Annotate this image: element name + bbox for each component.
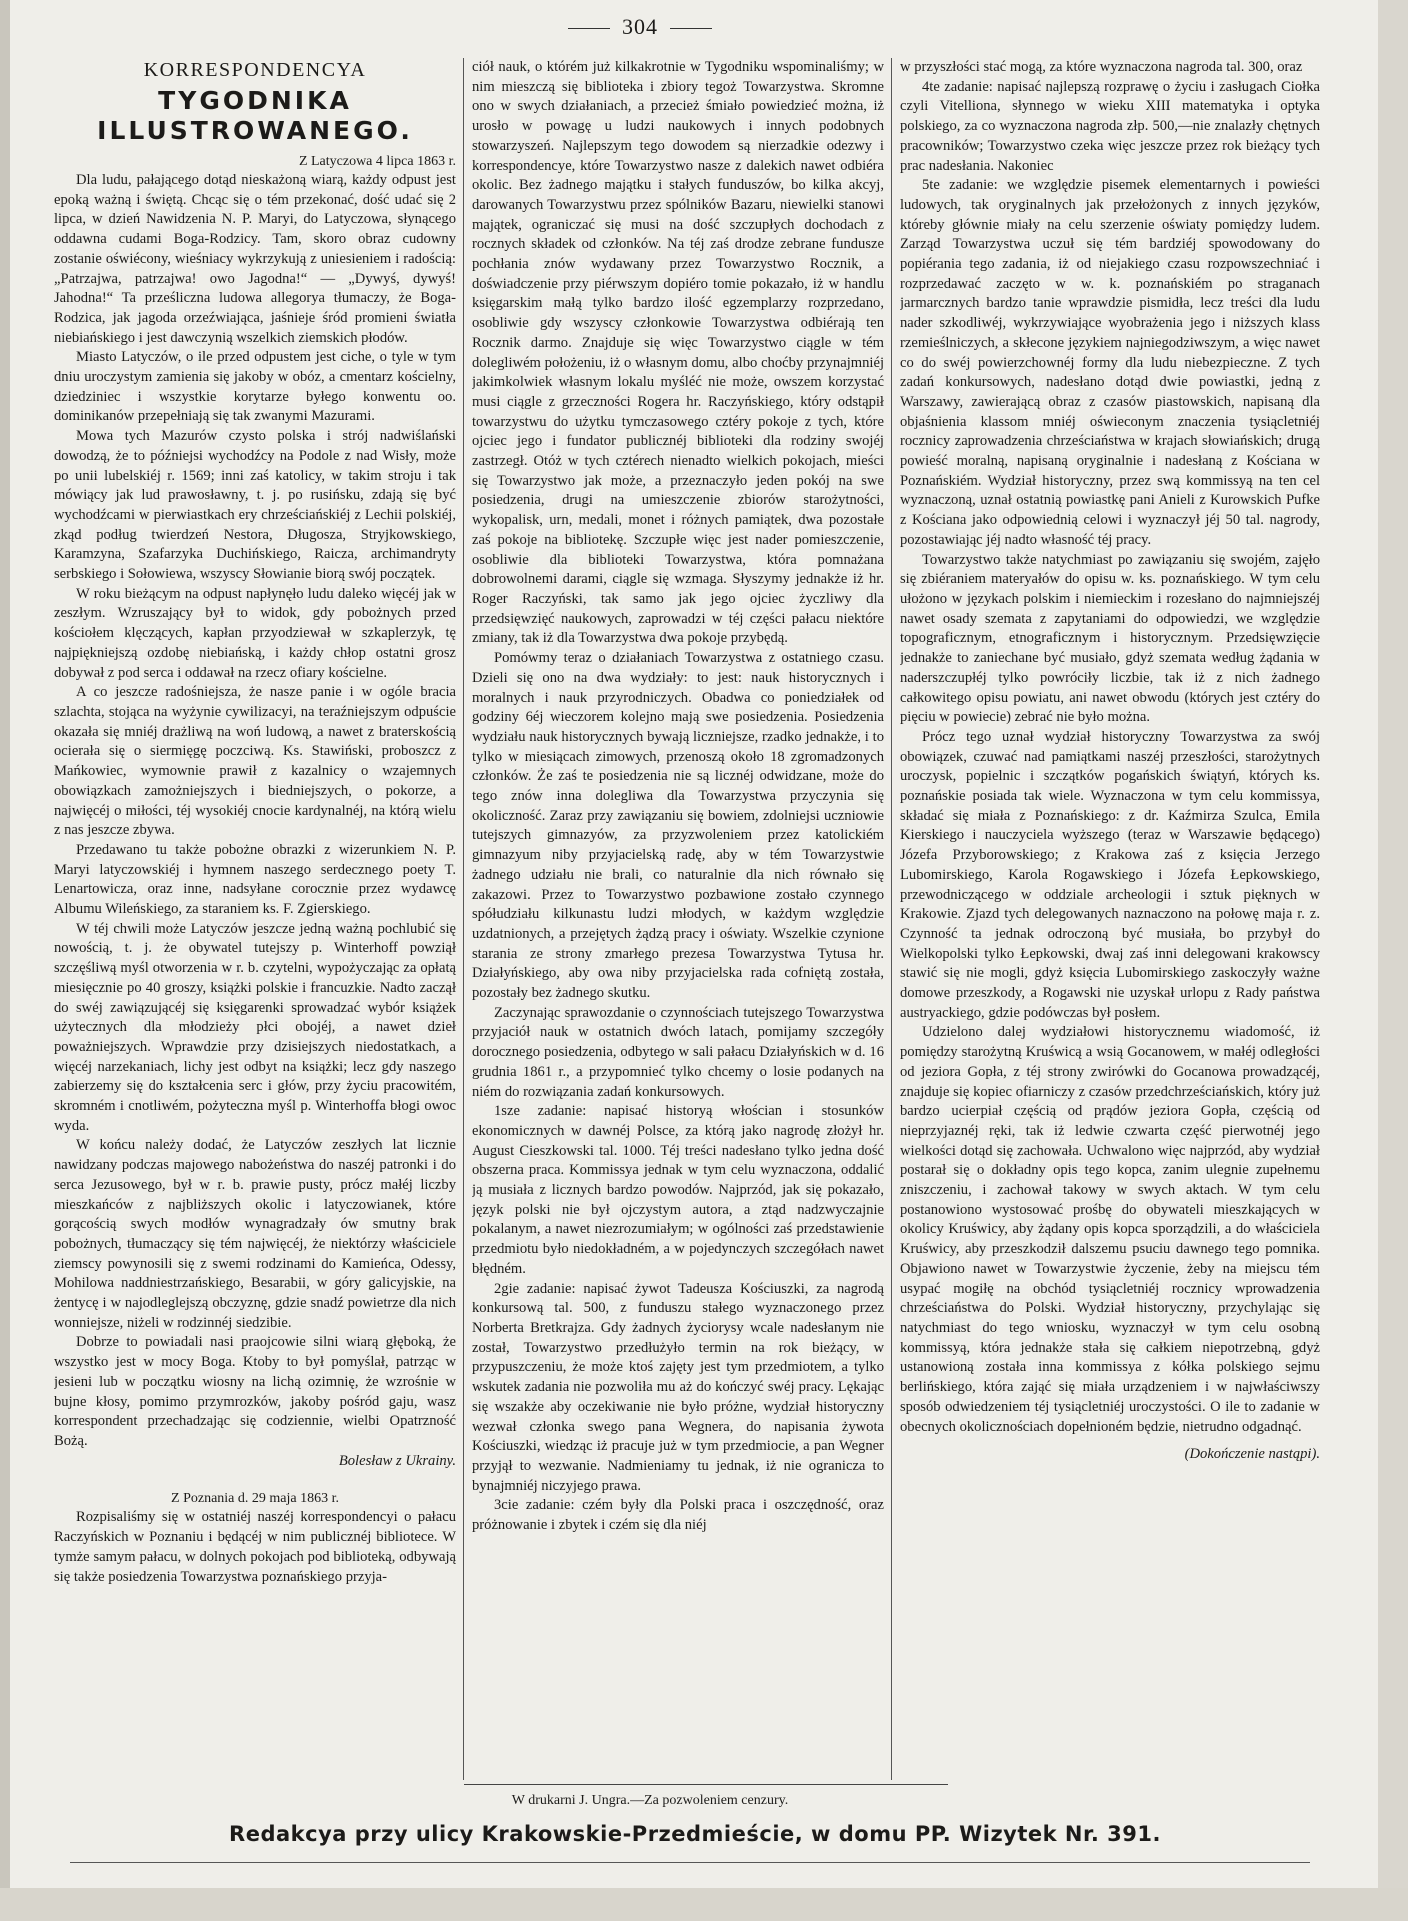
paragraph: 2gie zadanie: napisać żywot Tadeusza Kościuszki, za nagrodą konkursową tal. 500, z funduszu stałego wyznaczonego przez Norberta Bretkrajza. Gdy żadnych życiorysy wcale nadesłanym nie został, Towarzystwo przedłużyło termin na rok bieżący, w przypuszczeniu, że może ktoś zajęty jest tym przedmiotem, a tylko wskutek zadania nie pozwoliła mu aż do kończyć swéj pracy. Lękając się wszakże aby oczekiwanie nie było próżne, wydział historyczny wezwał członka swego pana Wegnera, do napisania żywota Kościuszki, wiedząc iż pracuje już w tym przedmiocie, a pan Wegner przyjął to wezwanie. Nadmieniamy tu jednak, iż nie ogranicza to bynajmniéj niczyjego prawa. (472, 1280, 884, 1494)
paragraph: W roku bieżącym na odpust napłynęło ludu daleko więcéj jak w zeszłym. Wzruszający był to widok, gdy pobożnych przed kościołem klęczących, kapłan przyodziewał w szkaplerzyk, tę najpiękniejszą ozdobę niebiańską, i każdy chłop ostatni grosz dobywał z pod serca i oddawał na rzecz ofiary kościelne. (54, 585, 456, 681)
paragraph: Rozpisaliśmy się w ostatniéj naszéj korrespondencyi o pałacu Raczyńskich w Poznaniu i będącéj w nim publicznéj bibliotece. W tymże samym pałacu, w dolnych pokojach pod biblioteką, odbywają się także posiedzenia Towarzystwa poznańskiego przyja- (54, 1509, 456, 1585)
paragraph: Pomówmy teraz o działaniach Towarzystwa z ostatniego czasu. Dzieli się ono na dwa wydziały: to jest: nauk historycznych i moralnych i nauk przyrodniczych. Obadwa co poniedziałek od godziny 6éj wieczorem kolejno mają swe posiedzenia. Posiedzenia wydziału nauk historycznych bywają liczniejsze, rzadko jednakże, i to tylko w miesiącach zimowych, przenoszą około 18 zgromadzonych członków. Że zaś te posiedzenia nie są licznéj odwidzane, może do tego znów inna dolegliwa dla Towarzystwa przyczynia się okoliczność. Zaraz przy zawiązaniu się bowiem, zdolniejsi uczniowie tutejszych gimnazyów, za przyzwoleniem przez katolickiém gimnazyum niby przyjacielską radę, aby w tém Towarzystwie żadnego udziału nie brali, co naturalnie dla nich równało się zakazowi. Przez to Towarzystwo pozbawione zostało czynnego spółudziału kilkunastu ludzi młodych, w każdym względzie uzdatnionych, a przejętych żądzą pracy i oświaty. Wszelkie czynione starania ze strony zmarłego prezesa Towarzystwa Tytusa hr. Działyńskiego, aby owa niby przyjacielska rada cofniętą została, pozostały bez żadnego skutku. (472, 650, 884, 1002)
paragraph: Zaczynając sprawozdanie o czynnościach tutejszego Towarzystwa przyjaciół nauk w ostatnich dwóch latach, pomijamy szczegóły dorocznego posiedzenia, odbytego w sali pałacu Działyńskich w d. 16 grudnia 1861 r., a przypomnieć tylko chcemy o losie podanych na niém do rozwiązania zadań konkursowych. (472, 1004, 884, 1100)
paragraph: Udzielono dalej wydziałowi historycznemu wiadomość, iż pomiędzy starożytną Kruświcą a wsią Gocanowem, w małéj odległości od jeziora Gopła, z téj strony zwirówki do Gocanowa prowadzącéj, znajduje się kopiec ofiarniczy z czasów przedchrześciańskich, który już bardzo ucierpiał częścią od prądów jeziora Gopła, częścią od nieprzyjaznéj ręki, tak iż ledwie czwarta część pierwotnéj jego wielkości dotąd się zachowała. Uchwalono więc najprzód, aby wydział postarał się o dokładny opis tego kopca, zanim ulegnie zupełnemu zniszczeniu, i zachował takowy w swych aktach. W tym celu postanowiono wystosować prośbę do obywateli mieszkających w okolicy Kruświcy, aby żądany opis kopca sporządzili, a do właściciela Kruświcy, aby przeszkodził dalszemu psuciu dawnego tego pomnika. Objawiono nawet w Towarzystwie życzenie, żeby na miejscu tém usypać mogiłę na obchód tysiącletniéj rocznicy wprowadzenia chrześciaństwa do Polski. Wydział historyczny, przychylając się natychmiast do tego wniosku, wyznaczył w tym celu osobną kommissyą, która jednakże stała się całkiem niepotrzebną, gdyż ustanowioną została inna kommissya z kółka polskiego sejmu berlińskiego, która zająć się miała urządzeniem i w najwłaściwszy sposób odwiedzeniem téj tysiącletniéj uroczystości. O ile to zadanie w obecnych okolicznościach dopełnioném będzie, nietrudno odgadnąć. (900, 1024, 1320, 1435)
section-heading-large: TYGODNIKA ILLUSTROWANEGO. (97, 86, 413, 145)
dateline-latyczow: Z Latyczowa 4 lipca 1863 r. (298, 154, 456, 169)
paragraph: w przyszłości stać mogą, za które wyznaczona nagroda tal. 300, oraz (900, 59, 1303, 75)
page-number: 304 (520, 14, 760, 40)
column-rule-2 (891, 58, 892, 1780)
paragraph: Prócz tego uznał wydział historyczny Towarzystwa za swój obowiązek, czuwać nad pamiątkami naszéj przeszłości, starożytnych uroczysk, popielnic i szczątków pogańskich świątyń, których ks. poznańskie posiada tak wiele. Wyznaczona w tym celu kommissya, składać się miała z Poznańskiego: z dr. Kaźmirza Szulca, Emila Kierskiego i nauczyciela wyższego (teraz w Warszawie będącego) Józefa Przyborowskiego; z Krakowa zaś z księcia Jerzego Lubomirskiego, Karola Rogawskiego i Józefa Łepkowskiego, przewodniczącego w oddziale archeologii i sztuk pięknych w Krakowie. Zjazd tych delegowanych naznaczono na połowę maja r. z. Czynność ta jednak odroczoną być musiała, bo przybył do Wielkopolski tylko Łepkowski, dwaj zaś inni delegowani krakowscy stawić się nie mogli, gdyż księcia Lubomirskiego zaskoczyły ważne domowe przeszkody, a Rogawski nie uzyskał urlopu z Rady państwa austryackiego, gdzie podówczas był posłem. (900, 728, 1320, 1021)
paragraph: Miasto Latyczów, o ile przed odpustem jest ciche, o tyle w tym dniu uroczystym zamienia się jakoby w obóz, a cmentarz kościelny, dziedziniec i wszystkie korytarze byłego konwentu oo. dominikanów przepełniają się tak zwanymi Mazurami. (54, 349, 456, 425)
paragraph: Dobrze to powiadali nasi praojcowie silni wiarą głęboką, że wszystko jest w mocy Boga. Ktoby to był pomyślał, patrząc w jesieni lub w początku wiosny na lichą ozimnię, że wzrośnie w bujne kłosy, pomimo przymrozków, jakoby pośród gaju, wasz korrespondent przechadzając się codziennie, wielbi Opatrzność Bożą. (54, 1334, 456, 1449)
printer-rule (464, 1784, 948, 1785)
printer-imprint: W drukarni J. Ungra.—Za pozwoleniem cenzury. (511, 1793, 789, 1808)
paragraph: Mowa tych Mazurów czysto polska i strój nadwiślański dowodzą, że to późniejsi wychodźcy na Podole z nad Wisły, może po unii lubelskiéj r. 1569; inni zaś katolicy, w takim stroju i tak mówiący jak lud prawosławny, t. j. po rusińsku, zdają się być wychodźcami w pierwiastkach ery chrześciańskiéj z Lechii polskiéj, zkąd podług twierdzeń Nestora, Długosza, Stryjkowskiego, Karamzyna, Szafarzyka Duchińskiego, Raicza, archimandryty serbskiego i Sołowiewa, wszyscy Słowianie biorą swój początek. (54, 428, 456, 583)
paragraph: 3cie zadanie: czém były dla Polski praca i oszczędność, oraz próżnowanie i zbytek i czém się dla niéj (472, 1497, 884, 1534)
column-2 (472, 58, 884, 1780)
paragraph: ciół nauk, o którém już kilkakrotnie w Tygodniku wspominaliśmy; w nim mieszczą się biblioteka i zbiory tegoż Towarzystwa. Skromne ono w swych działaniach, a przecież śmiało powiedzieć można, iż urosło w powagę u ludzi naukowych i innych podobnych stowarzyszeń. Najlepszym tego dowodem są nierzadkie odezwy i korrespondencye, które Towarzystwo nasze z dalekich nawet odbiéra okolic. Bez żadnego majątku i stałych funduszów, bo kilka akcyj, darowanych Towarzystwu przez spólników Bazaru, niewielki stanowi majątek, ograniczać się musi na dość szczupłych dochodach z rocznych składek od członków. Na téj zaś drodze zebrane fundusze pochłania znów wydawany przez Towarzystwo Rocznik, a doświadczenie przy piérwszym dopiéro tomie pokazało, iż w handlu księgarskim małą tylko bardzo ilość egzemplarzy rozprzedano, osobliwie gdy wszyscy członkowie Towarzystwa odbiérają ten Rocznik darmo. Znajduje się więc Towarzystwo ciągle w tém dolegliwém położeniu, iż o własnym domu, albo choćby przynajmniéj jakimkolwiek własnym lokalu myśléć nie może, owszem korzystać musi ciągle z grzeczności Rogera hr. Raczyńskiego, który odstąpił towarzystwu do użytku tymczasowego cztéry pokoje z tych, które ojciec jego i fundator publicznéj biblioteki dla rodziny swojéj zastrzegł. Otóż w tych cztérech nienadto wielkich pokojach, mieści się Towarzystwo jak może, a przeznaczyło jeden pokój na swe posiedzenia, drugi na umieszczenie zbiorów starożytności, wykopalisk, urn, medali, monet i różnych pamiątek, dwa pozostałe zaś pokoje na bibliotekę. Szczupłe więc jest nader pomieszczenie, osobliwie dla biblioteki Towarzystwa, która pomnażana dobrowolnemi darami, ciągle się wzmaga. Słyszymy jednakże iż hr. Roger Raczyński, tak samo jak jego ojciec życzliwy dla przedsięwzięć naukowych, zaprowadzi w téj części pałacu niektóre zmiany, tak iż dla Towarzystwa dwa pokoje przybędą. (472, 59, 884, 647)
paragraph: 5te zadanie: we względzie pisemek elementarnych i powieści ludowych, tak oryginalnych jak przełożonych z innych języków, któreby głównie miały na celu szerzenie oświaty pomiędzy ludem. Zarząd Towarzystwa uczuł się tém bardziéj spowodowany do popiérania tego zadania, iż od niejakiego czasu rozpowszechniać i rozprzedawać zaczęto w w. k. poznańskiém po straganach jarmarcznych bardzo tanie wprawdzie pismidła, lecz treści dla ludu nader szkodliwéj, wykrzywiające wyobrażenia jego i niższych klass rzemieślniczych, a skłecone językiem najniegodziwszym, a więc nawet co do swéj powierzchownéj formy dla ludu niebezpieczne. Z tych zadań konkursowych, nadesłano dotąd dwie powiastki, jedną z Warszawy, zawierającą obraz z czasów piastowskich, napisaną dla objaśnienia klassom mniéj oświeconym znaczenia tysiącletniéj rocznicy zaprowadzenia chrześciaństwa w krajach słowiańskich; drugą powieść moralną, napisaną oryginalnie i nadesłaną z Kościana w Poznańskiém. Wydział historyczny, przez swą kommissyą na ten cel wyznaczoną, uznał ostatnią powiastkę pani Anieli z Kurowskich Pufke z Kościana jako odpowiednią celowi i wyznaczył jéj 50 tal. nagrody, pozostawiając jéj nadto własność téj pracy. (900, 177, 1320, 548)
paragraph: W końcu należy dodać, że Latyczów zeszłych lat licznie nawidzany podczas majowego nabożeństwa do naszéj patronki i do serca Jezusowego, był w r. b. prawie pusty, prócz małéj liczby mieszkańców z najbliższych okolic i latyczowianek, które gorącością swych modłów wynagradzały ów smutny brak pobożnych, tłumaczący się tém najwięcéj, że niektórzy właściciele ziemscy powynosili się z swemi rodzinami do Kamieńca, Odessy, Mohilowa naddniestrzańskiego, Besarabii, w góry galicyjskie, na żentycę i w najodleglejszą obczyznę, gdzie snadź powietrze dla nich wonniejsze, niżeli w rodzinnéj siedzibie. (54, 1137, 456, 1331)
continuation-note: (Dokończenie nastąpi). (1184, 1446, 1320, 1463)
paragraph: A co jeszcze radośniejsza, że nasze panie i w ogóle bracia szlachta, stojąca na wyżynie cywilizacyi, na teraźniejszym odpuście okazała się mniéj drażliwą na woń ludową, a nawet z braterskością ocierała się o siermięgę poczciwą. Ks. Stawiński, proboszcz z Mańkowiec, wymownie prawił z kazalnicy o wzajemnych obowiązkach zamożniejszych i biedniejszych, o pokorze, a najwięcéj o miłości, téj wysokiéj cnocie kardynalnéj, na którą wielu z nas jeszcze zbywa. (54, 684, 456, 839)
column-3 (900, 58, 1320, 1780)
paragraph: Przedawano tu także pobożne obrazki z wizerunkiem N. P. Maryi latyczowskiéj i hymnem naszego serdecznego poety T. Lenartowicza, oraz inne, nadsyłane corocznie przez wydawcę Albumu Wileńskiego, za staraniem ks. F. Zgierskiego. (54, 841, 456, 918)
editorial-address: Redakcya przy ulicy Krakowskie-Przedmieście, w domu PP. Wizytek Nr. 391. (229, 1822, 1161, 1846)
page-edge-right (1378, 0, 1408, 1921)
author-signature: Bolesław z Ukrainy. (338, 1452, 456, 1469)
paragraph: 4te zadanie: napisać najlepszą rozprawę o życiu i zasługach Ciołka czyli Vitelliona, słynnego w wieku XIII matematyka i optyka polskiego, za co wyznaczona nagroda złp. 500,—nie znalazły chętnych pracowników; Towarzystwo czeka więc jeszcze przez rok bieżący tych prac nadesłania. Nakoniec (900, 78, 1320, 174)
column-rule-1 (463, 58, 464, 1780)
paragraph: 1sze zadanie: napisać historyą włościan i stosunków ekonomicznych w dawnéj Polsce, za którą jako nagrodę złożył hr. August Cieszkowski tal. 1000. Téj treści nadesłano tylko jedna dość obszerna praca. Kommissya jednak w tym celu wyznaczona, oddalić ją musiała z licznych bardzo powodów. Najprzód, jak się pokazało, język polski nie był ojczystym autora, a ztąd nadzwyczajnie pokalanym, a nawet niezrozumiałym; w ogólności zaś przedstawienie przedmiotu było niedokładném, a w pojedynczych szczegółach nawet błędném. (472, 1103, 884, 1277)
page-edge-left (0, 0, 10, 1921)
section-heading-small: KORRESPONDENCYA (143, 59, 367, 81)
paragraph: Towarzystwo także natychmiast po zawiązaniu się swojém, zajęło się zbiéraniem materyałów do opisu w. ks. poznańskiego. W tym celu ułożono w językach polskim i niemieckim i rozesłano do najmniejszéj nawet osady szemata z zapytaniami do odpowiedzi, we względzie topograficznym, etnograficznym i historycznym. Przedsięwzięcie jednakże to zaniechane być musiało, gdyż szemata według żądania w naderszczupłéj tylko powróciły liczbie, tak iż z nich żadnego całkowitego opisu powiatu, ani nawet obwodu (których jest cztéry do pięciu w powiecie) zebrać nie było można. (900, 551, 1320, 726)
paragraph: Dla ludu, pałającego dotąd nieskażoną wiarą, każdy odpust jest epoką ważną i świętą. Chcąc się o tém przekonać, dość udać się 2 lipca, w dzień Nawidzenia N. P. Maryi, do Latyczowa, słynącego oddawna cudami Boga-Rodzicy. Tam, skoro obraz cudowny zostanie oświécony, wieśniacy wykrzykują z uniesieniem i radością: „Patrzajwa, patrzajwa! owo Jagodna!“ — „Dywyś, dywyś! Jahodna!“ Ta prześliczna ludowa allegorya tłumaczy, że Boga-Rodzica, jak jagoda orzeźwiająca, jaśnieje śród promieni światła niebiańskiego i jest dawczynią wszelkich ziemskich płodów. (54, 172, 456, 346)
page-edge-bottom (0, 1888, 1408, 1921)
paragraph: W téj chwili może Latyczów jeszcze jedną ważną pochlubić się nowością, t. j. że obywatel tutejszy p. Winterhoff powziął szczęśliwą myśl otworzenia w r. b. czytelni, wypożyczając za opłatą miesięcznie po 40 groszy, książki polskie i francuzkie. Nadto zaczął do swéj zawiązującéj się księgarenki sprowadzać wybór książek użytecznych dla młodzieży płci obojéj, a nawet dzieł poważniejszych. Wprawdzie przy dzisiejszych niedostatkach, a więcéj narzekaniach, lichy jest odbyt na książki; lecz gdy naszego zabierzemy się do kształcenia serc i głów, przy życiu pracowitém, skromném i cnotliwém, pożyteczna myśl p. Winterhoffa błogi owoc wyda. (54, 920, 456, 1134)
dateline-poznan: Z Poznania d. 29 maja 1863 r. (171, 1491, 339, 1507)
bottom-rule (70, 1862, 1310, 1863)
column-1 (54, 58, 456, 1780)
